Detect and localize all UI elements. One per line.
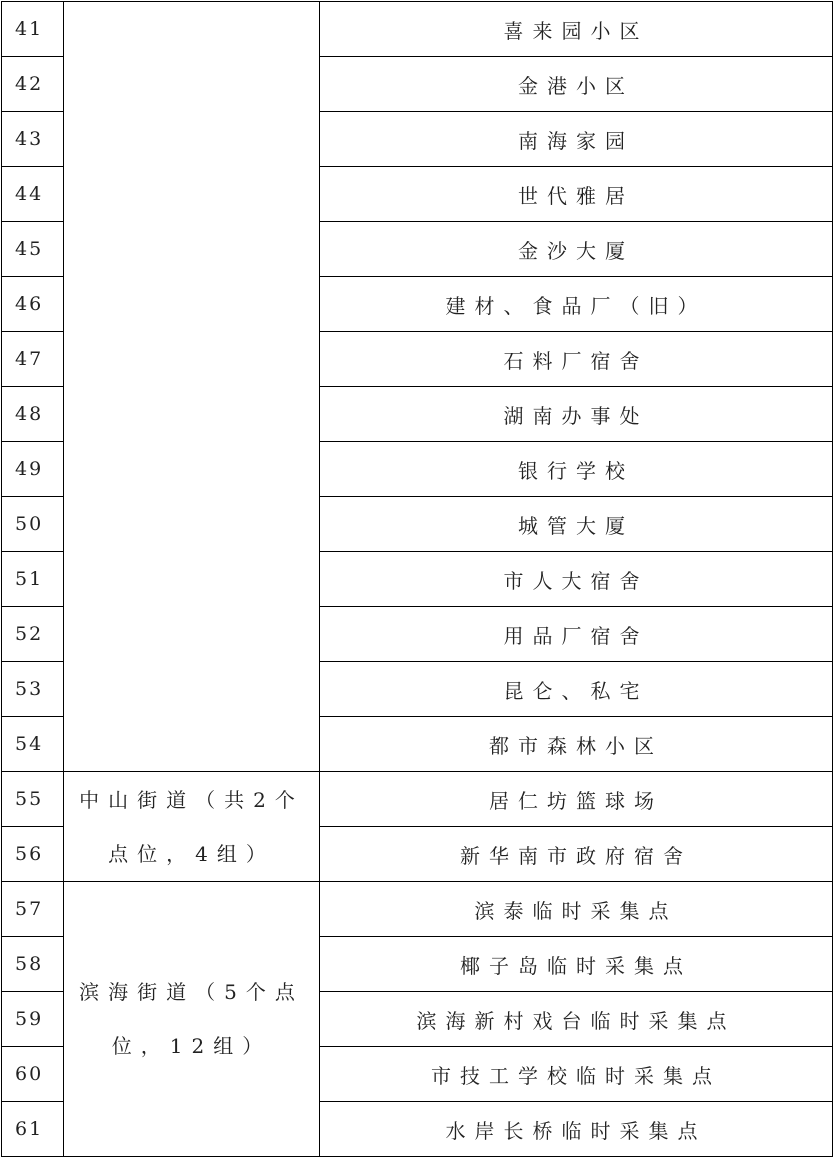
site-name: 滨泰临时采集点 [320,882,833,937]
site-name: 都市森林小区 [320,717,833,772]
row-number: 48 [2,387,64,442]
street-zhongshan: 中山街道（共2个点位，4组） [64,772,320,882]
site-name: 金港小区 [320,57,833,112]
row-number: 57 [2,882,64,937]
row-number: 43 [2,112,64,167]
row-number: 61 [2,1102,64,1157]
site-name: 椰子岛临时采集点 [320,937,833,992]
site-name: 市技工学校临时采集点 [320,1047,833,1102]
site-name: 昆仑、私宅 [320,662,833,717]
sampling-sites-table [1,1,833,1157]
row-number: 56 [2,827,64,882]
site-name: 滨海新村戏台临时采集点 [320,992,833,1047]
site-name: 喜来园小区 [320,2,833,57]
row-number: 58 [2,937,64,992]
row-number: 50 [2,497,64,552]
table-row [2,2,833,57]
site-name: 世代雅居 [320,167,833,222]
table-row [2,772,833,827]
row-number: 49 [2,442,64,497]
site-name: 石料厂宿舍 [320,332,833,387]
site-name: 市人大宿舍 [320,552,833,607]
site-name: 金沙大厦 [320,222,833,277]
street-binhai: 滨海街道（5个点位，12组） [64,882,320,1157]
row-number: 47 [2,332,64,387]
row-number: 59 [2,992,64,1047]
table-row [2,882,833,937]
row-number: 55 [2,772,64,827]
row-number: 44 [2,167,64,222]
street-cell-empty [64,2,320,772]
site-name: 银行学校 [320,442,833,497]
site-name: 南海家园 [320,112,833,167]
site-name: 水岸长桥临时采集点 [320,1102,833,1157]
site-name: 建材、食品厂（旧） [320,277,833,332]
site-name: 城管大厦 [320,497,833,552]
row-number: 42 [2,57,64,112]
row-number: 52 [2,607,64,662]
row-number: 60 [2,1047,64,1102]
site-name: 新华南市政府宿舍 [320,827,833,882]
row-number: 41 [2,2,64,57]
row-number: 51 [2,552,64,607]
row-number: 45 [2,222,64,277]
row-number: 46 [2,277,64,332]
site-name: 用品厂宿舍 [320,607,833,662]
site-name: 湖南办事处 [320,387,833,442]
row-number: 53 [2,662,64,717]
row-number: 54 [2,717,64,772]
site-name: 居仁坊篮球场 [320,772,833,827]
